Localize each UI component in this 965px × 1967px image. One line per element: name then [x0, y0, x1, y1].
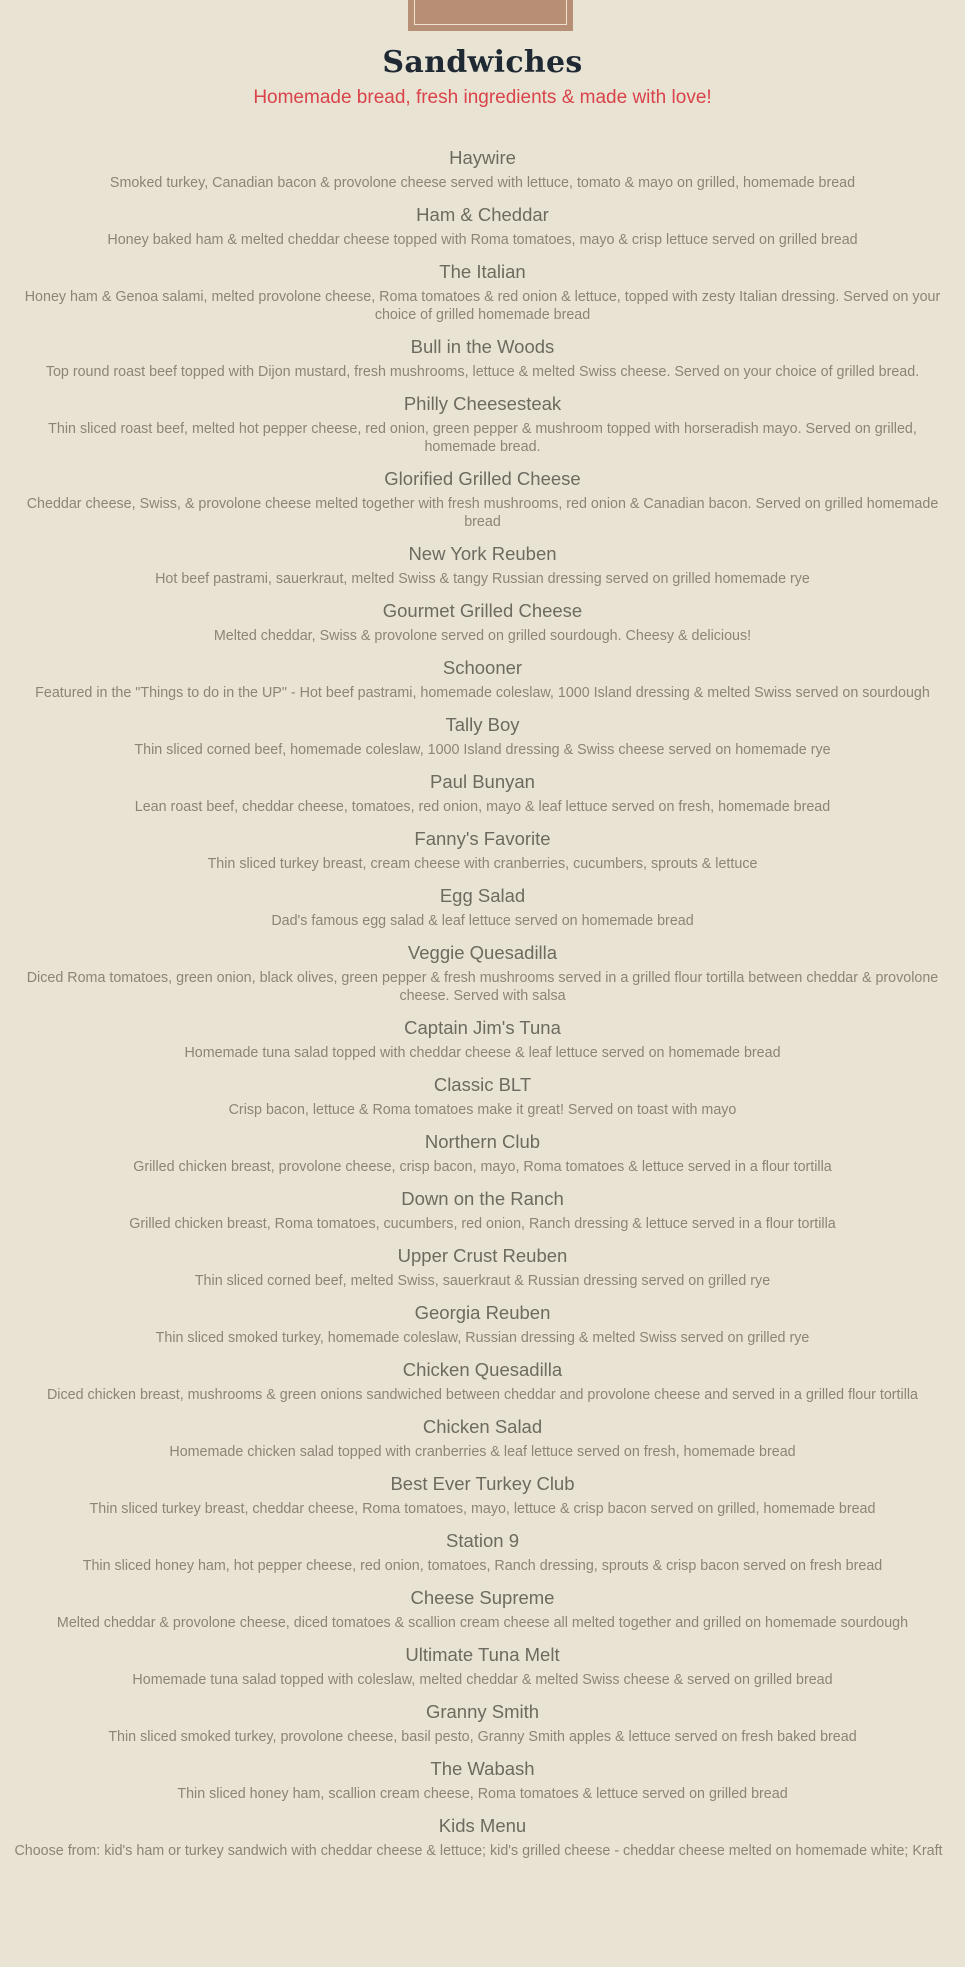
- menu-item-description: Hot beef pastrami, sauerkraut, melted Swiss & tangy Russian dressing served on grilled homemade rye: [155, 571, 810, 587]
- menu-item-name: New York Reuben: [408, 543, 557, 564]
- page-title: Sandwiches: [382, 45, 583, 80]
- menu-item: [0, 1244, 965, 1290]
- menu-item-description: Top round roast beef topped with Dijon mustard, fresh mushrooms, lettuce & melted Swiss cheese. Served on your choice of grilled bread.: [45, 364, 920, 380]
- menu-item-name: Ham & Cheddar: [416, 204, 549, 225]
- menu-item: [0, 542, 965, 588]
- menu-item: [0, 1301, 965, 1347]
- menu-item-name: Chicken Salad: [422, 1416, 543, 1437]
- menu-item-description: Lean roast beef, cheddar cheese, tomatoes, red onion, mayo & leaf lettuce served on fresh, homemade bread: [134, 799, 831, 815]
- menu-item-name: Classic BLT: [433, 1074, 532, 1095]
- menu-item: [0, 1358, 965, 1404]
- menu-item-description: Homemade tuna salad topped with cheddar cheese & leaf lettuce served on homemade bread: [184, 1045, 781, 1061]
- menu-item-description: Homemade tuna salad topped with coleslaw, melted cheddar & melted Swiss cheese & served on grilled bread: [132, 1672, 833, 1688]
- menu-item-description: Smoked turkey, Canadian bacon & provolone cheese served with lettuce, tomato & mayo on grilled, homemade bread: [109, 175, 856, 191]
- menu-item-name: Northern Club: [424, 1131, 541, 1152]
- menu-item-name: Bull in the Woods: [410, 336, 555, 357]
- menu-item-name: Granny Smith: [425, 1701, 540, 1722]
- menu-item-name: Schooner: [442, 657, 523, 678]
- menu-item: [0, 203, 965, 249]
- menu-item: [0, 146, 965, 192]
- menu-item: [0, 1643, 965, 1689]
- menu-item-description: Dad's famous egg salad & leaf lettuce served on homemade bread: [271, 913, 694, 929]
- menu-item: [0, 1130, 965, 1176]
- kids-menu-item: [0, 1814, 965, 1860]
- menu-item: [0, 335, 965, 381]
- menu-item-name: Gourmet Grilled Cheese: [382, 600, 583, 621]
- menu-item-name: Philly Cheesesteak: [403, 393, 562, 414]
- menu-item: [0, 713, 965, 759]
- menu-item-description: Thin sliced corned beef, melted Swiss, sauerkraut & Russian dressing served on grilled rye: [194, 1273, 771, 1289]
- menu-item: [0, 1529, 965, 1575]
- menu-item: [0, 656, 965, 702]
- menu-item-description: Thin sliced honey ham, scallion cream cheese, Roma tomatoes & lettuce served on grilled bread: [177, 1786, 788, 1802]
- menu-item-name: Paul Bunyan: [430, 771, 535, 792]
- menu-item-description: Grilled chicken breast, Roma tomatoes, cucumbers, red onion, Ranch dressing & lettuce served in a flour tortilla: [129, 1216, 836, 1232]
- menu-item-name: Haywire: [449, 147, 516, 168]
- menu-item-name: The Italian: [439, 261, 526, 282]
- kids-menu-title: Kids Menu: [438, 1815, 527, 1836]
- menu-item-name: Best Ever Turkey Club: [390, 1473, 575, 1494]
- menu-item-description: Thin sliced turkey breast, cheddar cheese, Roma tomatoes, mayo, lettuce & crisp bacon served on grilled, homemade bread: [89, 1501, 876, 1517]
- menu-item-name: Station 9: [445, 1530, 520, 1551]
- menu-item: [0, 884, 965, 930]
- menu-item-description: Thin sliced corned beef, homemade coleslaw, 1000 Island dressing & Swiss cheese served on homemade rye: [134, 742, 831, 758]
- menu-item: [0, 260, 965, 324]
- menu-item-description: Honey ham & Genoa salami, melted provolone cheese, Roma tomatoes & red onion & lettuce, topped with zesty Italian dressing. Served on your choice of grilled homemade bread: [24, 289, 941, 323]
- menu-item-description: Melted cheddar, Swiss & provolone served on grilled sourdough. Cheesy & delicious!: [213, 628, 752, 644]
- menu-item: [0, 1016, 965, 1062]
- menu-item-description: Featured in the "Things to do in the UP" - Hot beef pastrami, homemade coleslaw, 1000 Island dressing & melted Swiss served on sourdough: [35, 685, 930, 701]
- menu-item: [0, 1472, 965, 1518]
- menu-item: [0, 941, 965, 1005]
- menu-item-description: Thin sliced turkey breast, cream cheese with cranberries, cucumbers, sprouts & lettuce: [207, 856, 758, 872]
- menu-item: [0, 1757, 965, 1803]
- menu-item-description: Thin sliced honey ham, hot pepper cheese, red onion, tomatoes, Ranch dressing, sprouts & crisp bacon served on fresh bread: [82, 1558, 883, 1574]
- menu-item-name: Fanny's Favorite: [414, 828, 551, 849]
- menu-item-name: Upper Crust Reuben: [397, 1245, 568, 1266]
- menu-item-description: Thin sliced smoked turkey, homemade coleslaw, Russian dressing & melted Swiss served on grilled rye: [155, 1330, 810, 1346]
- menu-item-description: Homemade chicken salad topped with cranberries & leaf lettuce served on fresh, homemade bread: [169, 1444, 796, 1460]
- menu-item-description: Thin sliced smoked turkey, provolone cheese, basil pesto, Granny Smith apples & lettuce served on fresh baked bread: [108, 1729, 857, 1745]
- page-subtitle: Homemade bread, fresh ingredients & made with love!: [253, 87, 712, 108]
- menu-item: [0, 467, 965, 531]
- menu-item-description: Diced chicken breast, mushrooms & green onions sandwiched between cheddar and provolone cheese and served in a grilled flour tortilla: [46, 1387, 919, 1403]
- menu-item-name: Ultimate Tuna Melt: [405, 1644, 560, 1665]
- section-header: [0, 40, 965, 110]
- menu-item-name: Veggie Quesadilla: [407, 942, 558, 963]
- menu-item-description: Thin sliced roast beef, melted hot pepper cheese, red onion, green pepper & mushroom topped with horseradish mayo. Served on grilled, homemade bread.: [48, 421, 917, 455]
- menu-item-name: Glorified Grilled Cheese: [384, 468, 581, 489]
- menu-item-name: Cheese Supreme: [410, 1587, 555, 1608]
- menu-item-name: Egg Salad: [439, 885, 526, 906]
- menu-item-name: The Wabash: [430, 1758, 535, 1779]
- menu-item: [0, 599, 965, 645]
- kids-menu-description: Choose from: kid's ham or turkey sandwich with cheddar cheese & lettuce; kid's grilled cheese - cheddar cheese melted on homemade white; Kraft: [14, 1843, 943, 1859]
- menu-item: [0, 1586, 965, 1632]
- header-image-frame: [408, 0, 573, 31]
- menu-item: [0, 827, 965, 873]
- menu-item: [0, 1073, 965, 1119]
- header-image-border: [414, 0, 567, 25]
- menu-item: [0, 1700, 965, 1746]
- sandwich-menu-list: [0, 146, 965, 1871]
- menu-item-name: Georgia Reuben: [414, 1302, 551, 1323]
- menu-item: [0, 1187, 965, 1233]
- menu-item-name: Tally Boy: [445, 714, 520, 735]
- menu-item: [0, 770, 965, 816]
- menu-item-description: Melted cheddar & provolone cheese, diced tomatoes & scallion cream cheese all melted together and grilled on homemade sourdough: [56, 1615, 909, 1631]
- menu-item-description: Cheddar cheese, Swiss, & provolone cheese melted together with fresh mushrooms, red onion & Canadian bacon. Served on grilled homemade bread: [26, 496, 939, 530]
- menu-item-description: Honey baked ham & melted cheddar cheese topped with Roma tomatoes, mayo & crisp lettuce served on grilled bread: [107, 232, 858, 248]
- menu-item-description: Diced Roma tomatoes, green onion, black olives, green pepper & fresh mushrooms served in a grilled flour tortilla between cheddar & provolone cheese. Served with salsa: [26, 970, 939, 1004]
- menu-item: [0, 1415, 965, 1461]
- menu-item-description: Crisp bacon, lettuce & Roma tomatoes make it great! Served on toast with mayo: [228, 1102, 737, 1118]
- menu-item-name: Captain Jim's Tuna: [404, 1017, 561, 1038]
- menu-item-name: Chicken Quesadilla: [402, 1359, 563, 1380]
- menu-item-name: Down on the Ranch: [401, 1188, 564, 1209]
- menu-item-description: Grilled chicken breast, provolone cheese, crisp bacon, mayo, Roma tomatoes & lettuce served in a flour tortilla: [133, 1159, 832, 1175]
- menu-item: [0, 392, 965, 456]
